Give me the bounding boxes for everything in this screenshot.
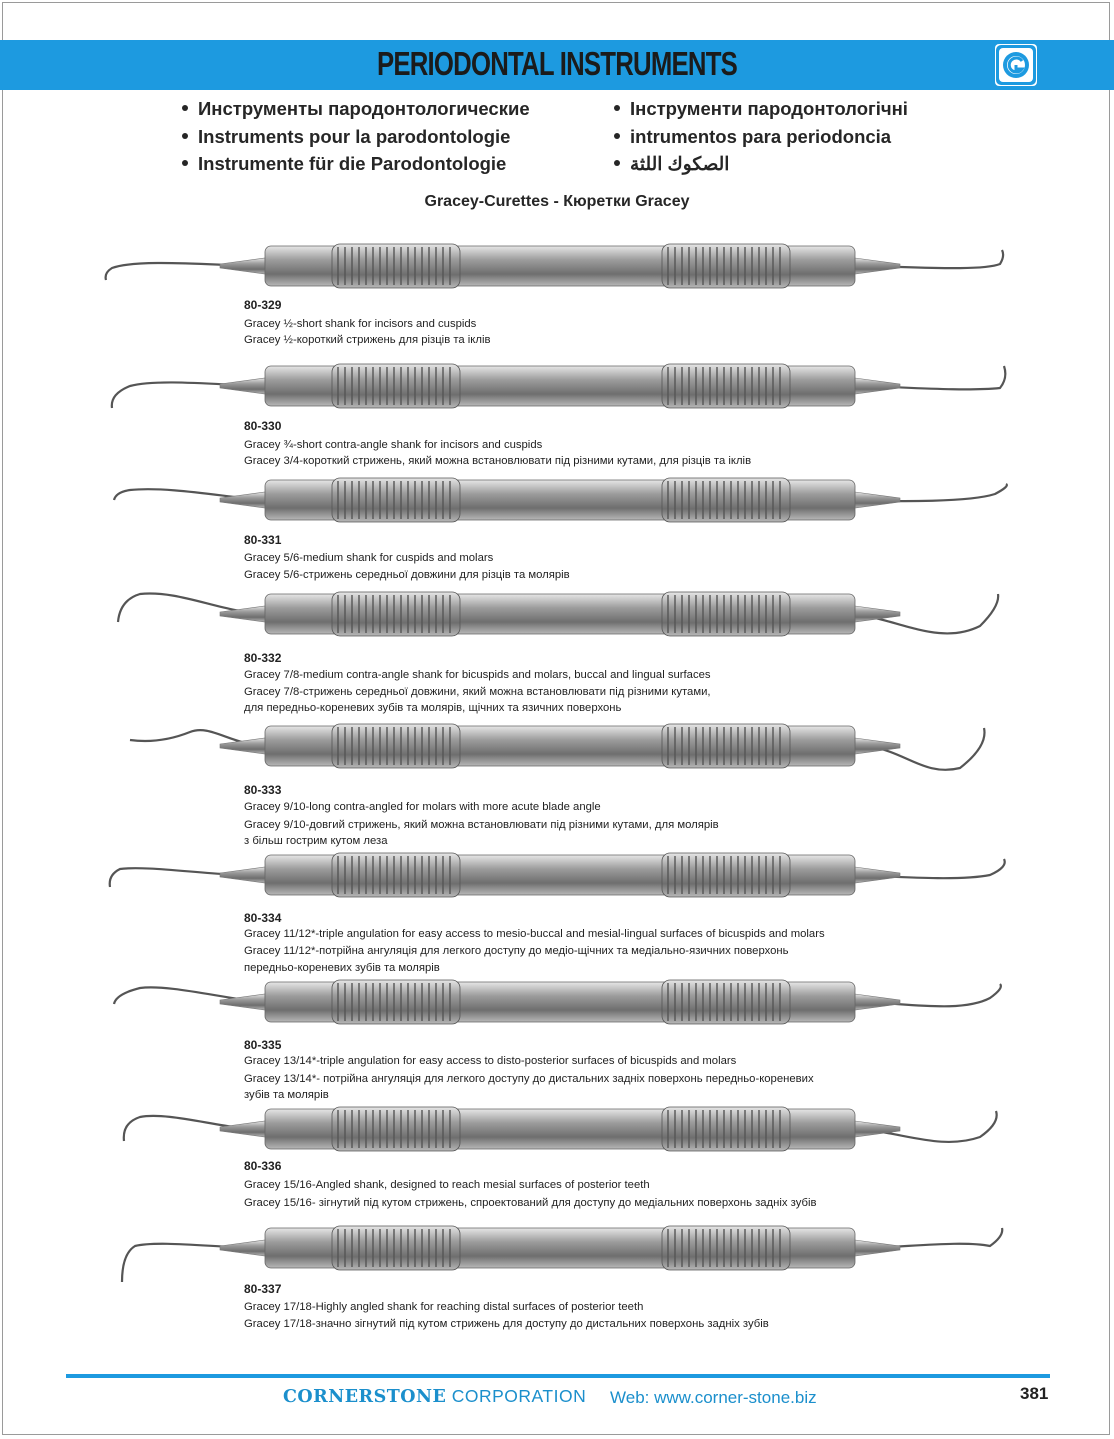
subtitle-text: intrumentos para periodoncia [630, 125, 892, 147]
footer-website-link[interactable]: Web: www.corner-stone.biz [610, 1388, 817, 1407]
instrument-shank-left [220, 867, 265, 883]
subtitle-line [614, 123, 908, 151]
subtitles-left [182, 95, 530, 178]
curette-image [100, 847, 1020, 917]
bullet-icon [182, 105, 188, 111]
instrument-grip-right [662, 364, 790, 408]
instrument-grip-left [332, 724, 460, 768]
instrument-grip-left [332, 592, 460, 636]
product-code: 80-329 [244, 298, 282, 312]
page-title: PERIODONTAL INSTRUMENTS [376, 45, 738, 82]
instrument-grip-left [332, 853, 460, 897]
instrument-shank-right [855, 867, 900, 883]
instrument-grip-right [662, 980, 790, 1024]
product-description-line: Gracey 13/14*- потрійна ангуляція для легкого доступу до дистальних задніх поверхонь передньо-кореневих [244, 1073, 814, 1085]
instrument-shank-left [220, 492, 265, 508]
product-description-line: Gracey ½-короткий стрижень для різців та іклів [244, 334, 491, 346]
product-description-line: Gracey 13/14*-triple angulation for easy access to disto-posterior surfaces of bicuspids and molars [244, 1055, 737, 1067]
instrument-shank-right [855, 994, 900, 1010]
product-description-line: Gracey ¾-short contra-angle shank for incisors and cuspids [244, 439, 543, 451]
instrument-grip-right [662, 853, 790, 897]
product-description-line: Gracey 5/6-medium shank for cuspids and molars [244, 552, 494, 564]
product-code: 80-336 [244, 1159, 282, 1173]
bullet-icon [614, 133, 620, 139]
product-description-line: Gracey 7/8-medium contra-angle shank for bicuspids and molars, buccal and lingual surfaces [244, 669, 711, 681]
product-description-line: зубів та молярів [244, 1089, 329, 1101]
product-code: 80-337 [244, 1282, 282, 1296]
section-title: Gracey-Curettes - Кюретки Gracey [424, 193, 690, 210]
footer-divider [66, 1374, 1050, 1378]
bullet-icon [182, 133, 188, 139]
product-code: 80-330 [244, 419, 282, 433]
bullet-icon [614, 105, 620, 111]
instrument-grip-left [332, 364, 460, 408]
bullet-icon [614, 160, 620, 166]
instrument-shank-left [220, 738, 265, 754]
bullet-icon [182, 160, 188, 166]
instrument-shank-right [855, 258, 900, 274]
product-code: 80-333 [244, 783, 282, 797]
curette-image [100, 358, 1020, 428]
product-description-line: Gracey 15/16- зігнутий під кутом стрижень, спроектований для доступу до медіальних поверхонь задніх зубів [244, 1197, 817, 1209]
curette-image [100, 1220, 1020, 1290]
product-code: 80-335 [244, 1038, 282, 1052]
instrument-grip-left [332, 1226, 460, 1270]
product-description-line: Gracey 5/6-стрижень середньої довжини для різців та молярів [244, 569, 570, 581]
instrument-shank-right [855, 1240, 900, 1256]
product-description-line: з більш гострим кутом леза [244, 835, 388, 847]
instrument-grip-right [662, 478, 790, 522]
header-bar [0, 40, 1114, 90]
product-description-line: для передньо-кореневих зубів та молярів, щічних та язичних поверхонь [244, 702, 622, 714]
cornerstone-logo-icon [995, 44, 1037, 86]
product-description-line: Gracey 17/18-значно зігнутий під кутом стрижень для доступу до дистальних поверхонь задніх зубів [244, 1318, 769, 1330]
product-description-line: Gracey ½-short shank for incisors and cuspids [244, 318, 477, 330]
subtitle-text: Instruments pour la parodontologie [198, 125, 511, 147]
curette-image [100, 238, 1020, 308]
subtitle-text: Instrumente für die Parodontologie [198, 153, 507, 174]
subtitle-line [614, 150, 908, 178]
product-description-line: Gracey 11/12*-потрійна ангуляція для легкого доступу до медіо-щічних та медіально-язичних поверхонь [244, 945, 789, 957]
instrument-shank-right [855, 738, 900, 754]
product-code: 80-332 [244, 651, 282, 665]
footer-company [283, 1386, 586, 1407]
instrument-grip-right [662, 592, 790, 636]
instrument-grip-left [332, 478, 460, 522]
instrument-shank-left [220, 378, 265, 394]
company-name-light: CORPORATION [451, 1386, 587, 1406]
product-description-line: Gracey 7/8-стрижень середньої довжини, який можна встановлювати під різними кутами, [244, 686, 711, 698]
subtitle-line [182, 95, 530, 123]
product-description-line: Gracey 15/16-Angled shank, designed to reach mesial surfaces of posterior teeth [244, 1179, 650, 1191]
curette-image [100, 974, 1020, 1044]
instrument-grip-right [662, 1226, 790, 1270]
curette-image [100, 586, 1020, 656]
curette-image [100, 718, 1020, 788]
instrument-grip-left [332, 980, 460, 1024]
subtitle-line [614, 95, 908, 123]
product-code: 80-331 [244, 533, 282, 547]
product-description-line: Gracey 9/10-long contra-angled for molars with more acute blade angle [244, 801, 601, 813]
curette-image [100, 1101, 1020, 1171]
subtitle-text: Інструменти пародонтологічні [630, 98, 908, 119]
subtitle-line [182, 123, 530, 151]
instrument-shank-right [855, 492, 900, 508]
product-description-line: Gracey 17/18-Highly angled shank for reaching distal surfaces of posterior teeth [244, 1301, 644, 1313]
instrument-shank-left [220, 1240, 265, 1256]
subtitle-line [182, 150, 530, 178]
instrument-shank-left [220, 1121, 265, 1137]
subtitle-text: Инструменты пародонтологические [198, 98, 530, 119]
instrument-grip-right [662, 724, 790, 768]
product-code: 80-334 [244, 911, 282, 925]
instrument-shank-left [220, 258, 265, 274]
instrument-grip-right [662, 244, 790, 288]
instrument-shank-right [855, 378, 900, 394]
subtitle-text: الصكوك اللثة [630, 153, 730, 174]
page-number: 381 [1020, 1384, 1049, 1403]
product-description-line: Gracey 3/4-короткий стрижень, який можна встановлювати під різними кутами, для різців та іклів [244, 455, 752, 467]
curette-image [100, 472, 1020, 542]
company-name-bold: CORNERSTONE [283, 1387, 447, 1407]
product-description-line: Gracey 9/10-довгий стрижень, який можна встановлювати під різними кутами, для молярів [244, 819, 719, 831]
instrument-grip-right [662, 1107, 790, 1151]
product-description-line: передньо-кореневих зубів та молярів [244, 962, 440, 974]
instrument-grip-left [332, 1107, 460, 1151]
subtitles-right [614, 95, 908, 178]
instrument-grip-left [332, 244, 460, 288]
product-description-line: Gracey 11/12*-triple angulation for easy access to mesio-buccal and mesial-lingual surfaces of bicuspids and molars [244, 928, 825, 940]
